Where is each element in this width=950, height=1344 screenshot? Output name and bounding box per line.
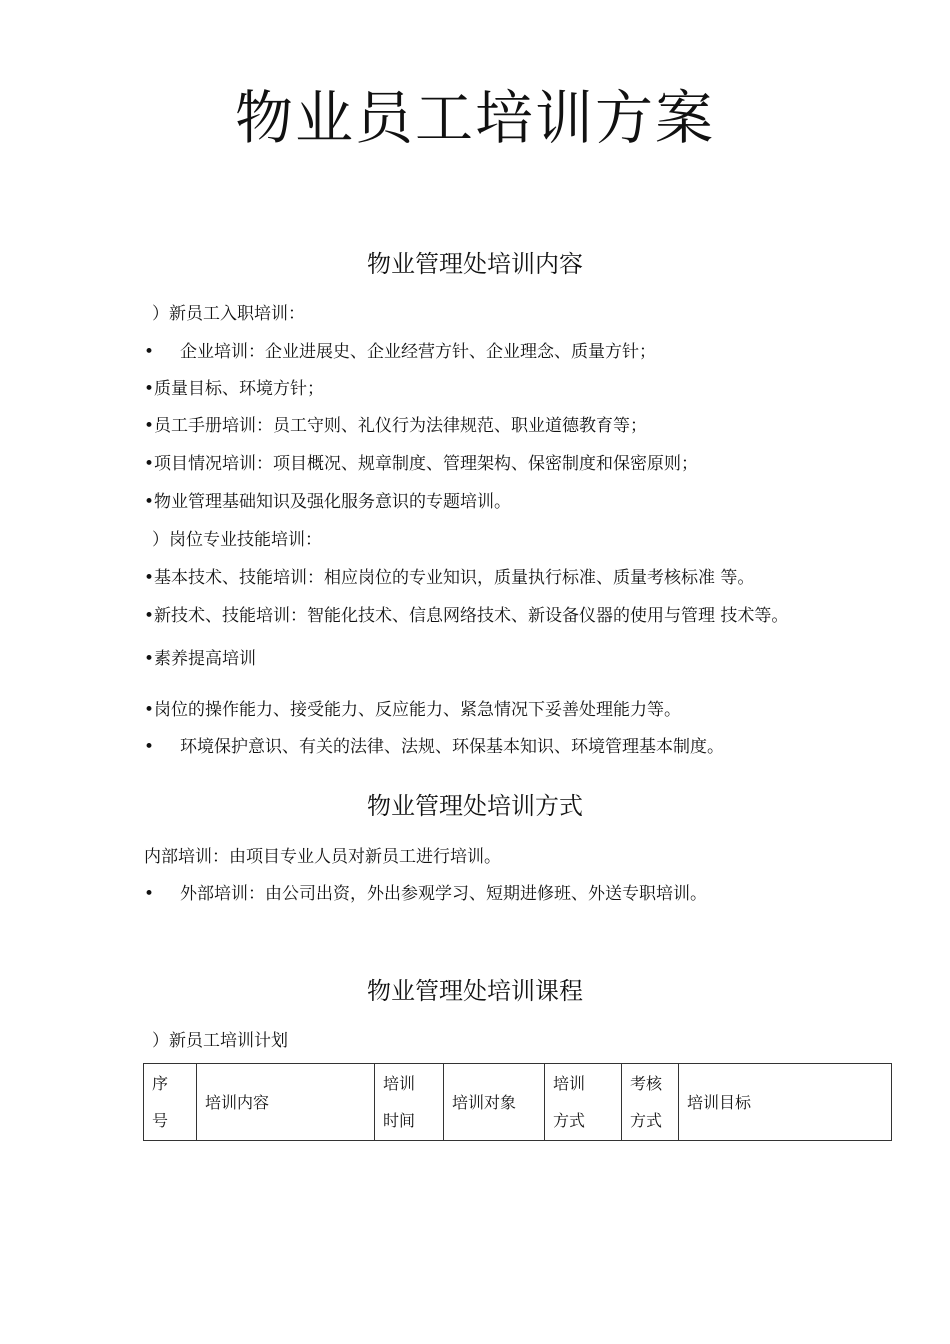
list-item — [144, 490, 511, 514]
list-item — [144, 377, 324, 401]
list-item — [144, 604, 788, 628]
list-item-text: ）岗位专业技能培训： — [152, 530, 322, 550]
list-item — [144, 698, 681, 722]
section-heading-content: 物业管理处培训内容 — [367, 250, 583, 278]
list-item — [144, 882, 707, 906]
bullet-icon: • — [144, 737, 155, 757]
header-text: 培训目标 — [687, 1092, 752, 1112]
list-item-text: 环境保护意识、有关的法律、法规、环保基本知识、环境管理基本制度。 — [180, 737, 725, 757]
header-cell-audience — [444, 1064, 545, 1141]
section-heading-course: 物业管理处培训课程 — [367, 977, 583, 1005]
list-item-text: ）新员工入职培训： — [152, 304, 305, 324]
list-item — [144, 566, 754, 590]
bullet-icon: • — [144, 416, 155, 436]
list-item-text: 内部培训：由项目专业人员对新员工进行培训。 — [144, 847, 501, 867]
header-cell-method — [545, 1064, 622, 1141]
header-text: 号 — [152, 1111, 169, 1130]
header-text: 培训内容 — [205, 1092, 270, 1112]
bullet-icon: • — [144, 454, 155, 474]
header-text: 培训 — [553, 1074, 586, 1093]
table-header-row — [144, 1064, 892, 1141]
bullet-icon: • — [144, 884, 155, 904]
list-item — [144, 414, 647, 438]
list-item-text: 质量目标、环境方针； — [154, 379, 325, 399]
list-item-text: 外部培训：由公司出资，外出参观学习、短期进修班、外送专职培训。 — [180, 884, 708, 904]
bullet-icon: • — [144, 379, 155, 399]
list-item — [144, 845, 501, 869]
list-item — [144, 340, 656, 364]
list-item — [152, 302, 305, 326]
header-text: 培训对象 — [452, 1092, 517, 1112]
document-title: 物业员工培训方案 — [234, 84, 715, 152]
header-text: 序 — [152, 1074, 169, 1093]
header-cell-time — [375, 1064, 444, 1141]
header-text: 培训 — [383, 1074, 416, 1093]
header-cell-assessment — [622, 1064, 679, 1141]
header-cell-index — [144, 1064, 197, 1141]
bullet-icon: • — [144, 342, 155, 362]
list-item — [144, 647, 256, 671]
list-item-text: 物业管理基础知识及强化服务意识的专题培训。 — [154, 492, 512, 512]
bullet-icon: • — [144, 606, 155, 626]
bullet-icon: • — [144, 492, 155, 512]
training-plan-table — [143, 1063, 892, 1141]
header-cell-content — [197, 1064, 375, 1141]
header-text: 方式 — [630, 1111, 663, 1130]
list-item-text: 企业培训：企业进展史、企业经营方针、企业理念、质量方针； — [180, 342, 657, 362]
header-text: 时间 — [383, 1111, 416, 1130]
list-item — [144, 452, 698, 476]
list-item-text: 素养提高培训 — [154, 649, 257, 669]
header-text: 方式 — [553, 1111, 586, 1130]
header-cell-goal — [679, 1064, 892, 1141]
header-text: 考核 — [630, 1074, 663, 1093]
bullet-icon: • — [144, 568, 155, 588]
section-heading-method: 物业管理处培训方式 — [367, 792, 583, 820]
list-item — [152, 528, 322, 552]
list-item-text: 项目情况培训：项目概况、规章制度、管理架构、保密制度和保密原则； — [154, 454, 699, 474]
list-item-text: 员工手册培训：员工守则、礼仪行为法律规范、职业道德教育等； — [154, 416, 648, 436]
list-item-text: 基本技术、技能培训：相应岗位的专业知识，质量执行标准、质量考核标准 等。 — [154, 568, 755, 588]
bullet-icon: • — [144, 700, 155, 720]
bullet-icon: • — [144, 649, 155, 669]
list-item-text: 岗位的操作能力、接受能力、反应能力、紧急情况下妥善处理能力等。 — [154, 700, 682, 720]
list-item — [144, 735, 724, 759]
list-item-text: 新技术、技能培训：智能化技术、信息网络技术、新设备仪器的使用与管理 技术等。 — [154, 606, 789, 626]
table-caption: ）新员工培训计划 — [152, 1031, 288, 1051]
